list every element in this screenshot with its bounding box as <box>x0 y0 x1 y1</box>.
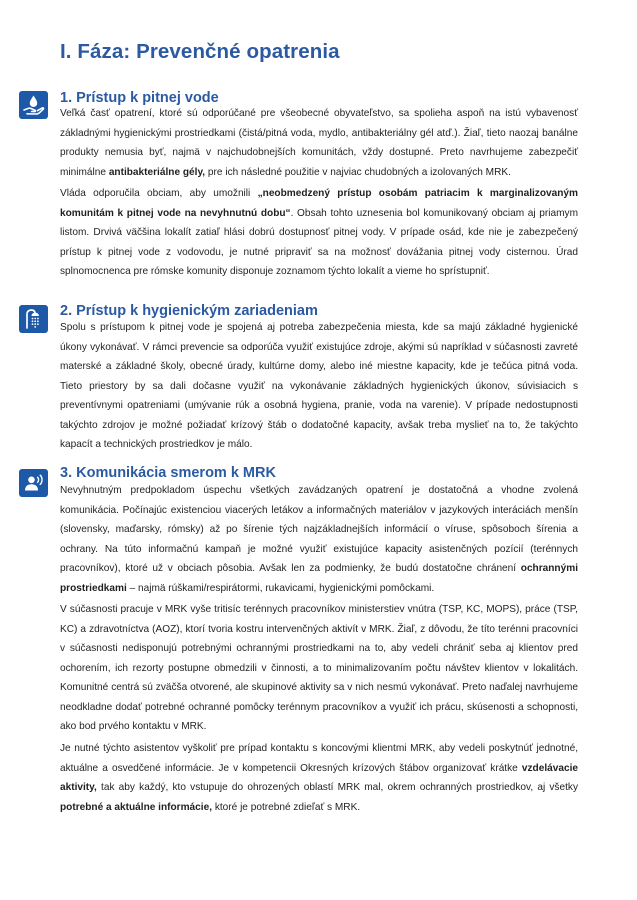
bold-text: ochrannými prostriedkami <box>60 563 578 594</box>
text-run: V súčasnosti pracuje v MRK vyše tritisíc terénnych pracovníkov ministerstiev vnútra (TSP, KC, MOPS), práce (TSP, KC) a zdravotníctva (AOZ), ktorí tvoria kostru intervenčných aktivít v MRK. Žiaľ, z dôvodu, že títo terénni pracovníci v súčasnosti nedisponujú potrebnými ochrannými prostriedkami na to, aby vedeli chrániť seba aj klientov pred ochorením, ich rezorty postupne obmedzili v činnosti, a to minimalizovaním počtu návštev klientov v lokalitách. Komunitné centrá sú zväčša otvorené, ale skupinové aktivity sa v nich nesmú vykonávať. Preto naďalej navrhujeme neodkladne dodať potrebné ochranné pomôcky terénnym pracovníkov a využiť ich prácu, skúsenosti a schopnosti, ako bod prvého kontaktu v MRK. <box>60 604 578 732</box>
shower-icon <box>19 305 48 333</box>
text-run: Je nutné týchto asistentov vyškoliť pre prípad kontaktu s koncovými klientmi MRK, aby vedeli poskytnúť jednotné, aktuálne a osvedčené informácie. Je v kompetencii Okresných krízových štábov organizovať krátke <box>60 743 578 774</box>
bold-text: potrebné a aktuálne informácie, <box>60 801 213 813</box>
paragraph <box>60 739 578 817</box>
page-title: I. Fáza: Prevenčné opatrenia <box>60 40 340 63</box>
bold-text: „neobmedzený prístup osobám patriacim k marginalizovaným komunitám k pitnej vode na nevyhnutnú dobu“ <box>60 188 578 219</box>
bold-text: antibakteriálne gély, <box>108 166 206 178</box>
text-run: ktoré je potrebné zdieľať s MRK. <box>212 801 361 813</box>
paragraph <box>60 481 578 598</box>
text-run: – najmä rúškami/respirátormi, rukavicami, hygienickými pomôckami. <box>126 582 435 594</box>
person-speaking-icon <box>19 469 48 497</box>
text-run: . Obsah tohto uznesenia bol komunikovaný obciam aj priamym listom. Drvivá väčšina lokalít zatiaľ hlási dobrú dostupnosť pitnej vody. V prípade osád, kde nie je zabezpečený prístup k pitnej vode z vodovodu, je nutné pripraviť sa na možnosť dovážania pitnej vody cisternou. Úrad splnomocnenca pre rómske komunity disponuje zoznamom týchto lokalít a vieme ho sprístupniť. <box>60 207 578 277</box>
paragraph <box>60 318 578 455</box>
paragraph <box>60 600 578 737</box>
text-run: tak aby každý, kto vstupuje do ohrozených oblastí MRK mal, okrem ochranných prostriedkov, aj všetky <box>96 782 578 793</box>
paragraph <box>60 184 578 282</box>
text-run: Vláda odporučila obciam, aby umožnili <box>60 188 258 199</box>
paragraph <box>60 104 578 182</box>
text-run: Nevyhnutným predpokladom úspechu všetkých zavádzaných opatrení je dostatočná a vhodne zvolená komunikácia. Počínajúc existenciou viacerých letákov a informačných materiálov v jazykových interáciách menšín (slovensky, maďarsky, rómsky) až po šírenie tých najzákladnejších informácií o víruse, spôsoboch šírenia a ochrany. Na túto informačnú kampaň je možné využiť existujúce kapacity asistenčných pozícií (terénnych pracovníkov), ktoré už v obciach pôsobia. Avšak len za podmienky, že budú dostatočne chránení <box>60 485 578 574</box>
bold-text: vzdelávacie aktivity, <box>60 762 578 793</box>
text-run: Veľká časť opatrení, ktoré sú odporúčané pre všeobecné obyvateľstvo, sa spolieha aspoň na istú vybavenosť základnými hygienickými prostriedkami (čistá/pitná voda, mydlo, antibakteriálny gél atď.). Žiaľ, tieto naozaj banálne produkty nemusia byť, najmä v najchudobnejších komunitách, vždy dostupné. Preto navrhujeme zabezpečiť minimálne <box>60 108 578 178</box>
section-heading: 2. Prístup k hygienickým zariadeniam <box>60 303 318 319</box>
hand-water-drop-icon <box>19 91 48 119</box>
section-heading: 1. Prístup k pitnej vode <box>60 90 219 106</box>
section-heading: 3. Komunikácia smerom k MRK <box>60 465 276 481</box>
text-run: pre ich následné použitie v najviac chudobných a izolovaných MRK. <box>205 166 511 178</box>
text-run: Spolu s prístupom k pitnej vode je spojená aj potreba zabezpečenia miesta, kde sa majú základné hygienické úkony vykonávať. V rámci prevencie sa odporúča využiť existujúce zdroje, akými sú napríklad v súčasnosti zavreté materské a základné školy, obecné úrady, kultúrne domy, alebo iné miestne kapacity, kde je tečúca pitná voda. Tieto priestory by sa dali dočasne využiť na vykonávanie základných hygienických úkonov, súvisiacich s preventívnymi opatreniami (umývanie rúk a osobná hygiena, pranie, voda na varenie). V prípade nedostupnosti takýchto zdrojov je možné požiadať krízový štáb o dodatočné kapacity, avšak treba myslieť na to, že takýchto kapacít a technických prostriedkov je málo. <box>60 322 578 450</box>
